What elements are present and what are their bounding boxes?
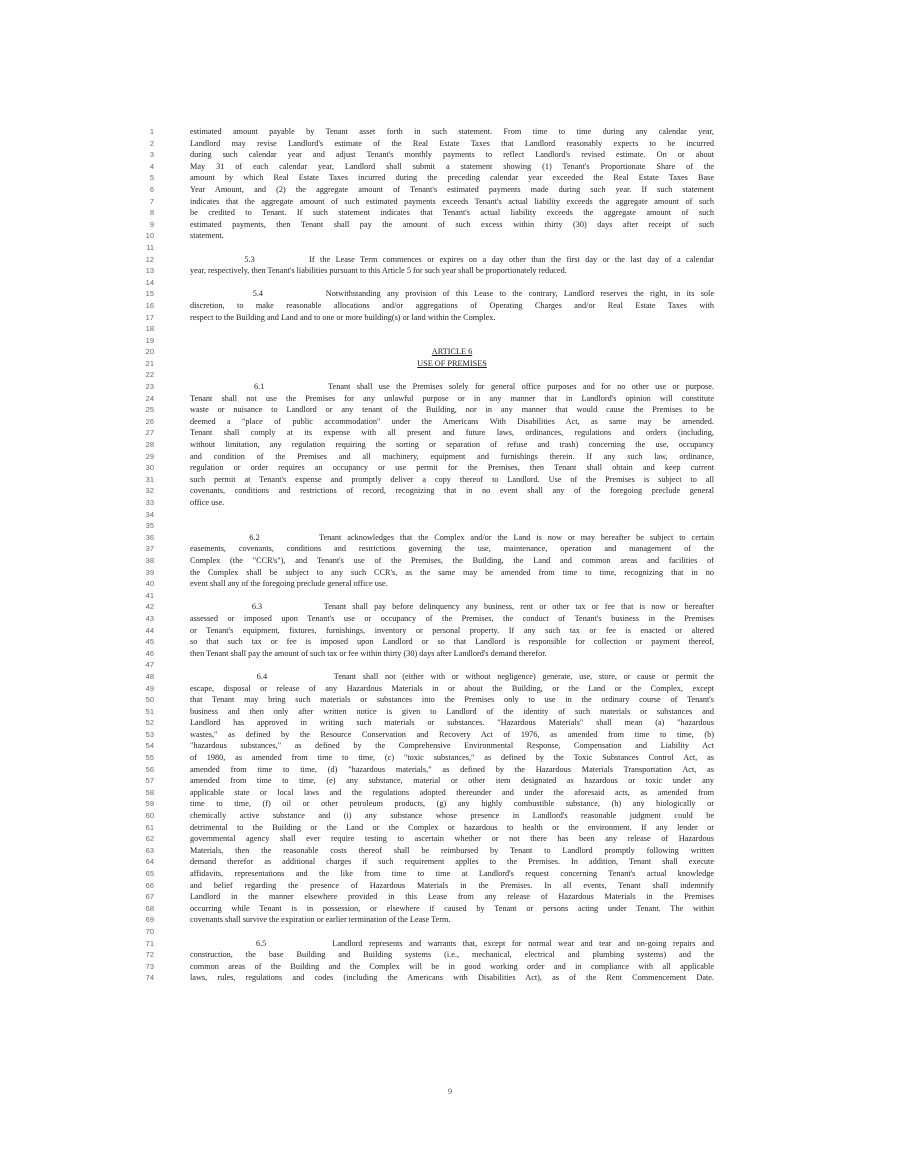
line-number: 16 [145, 300, 154, 310]
line-number: 74 [145, 973, 154, 983]
line-text: Tenant shall comply at its expense with all present and future laws, ordinances, regulations and orders (including, [190, 428, 714, 438]
line-number: 9 [149, 219, 154, 229]
line-text: regulation or order requires an occupancy or use permit for the Premises, then Tenant shall obtain and keep current [190, 463, 714, 473]
document-line [145, 787, 714, 799]
line-number: 18 [145, 324, 154, 334]
line-number: 22 [145, 370, 154, 380]
line-number: 61 [145, 822, 154, 832]
document-line [145, 451, 714, 463]
document-line [145, 648, 714, 660]
document-line [149, 184, 714, 196]
line-number: 33 [145, 498, 154, 507]
document-line [145, 567, 714, 579]
line-text: indicates that the aggregate amount of such estimated payments exceeds Tenant's actual liability exceeds the aggregate amount of such [190, 196, 714, 206]
line-text: affidavits, representations and the like from time to time at Landlord's request concerning Tenant's actual knowledge [190, 869, 714, 878]
line-text: discretion, to make reasonable allocations and/or aggregations of Operating Charges and/or Real Estate Taxes with [190, 300, 714, 310]
document-line [145, 300, 714, 312]
line-text: be credited to Tenant. If such statement indicates that Tenant's actual liability exceeds the aggregate amount of such [190, 208, 714, 218]
line-number: 48 [145, 671, 154, 681]
line-text: such permit at Tenant's expense and promptly deliver a copy thereof to Landlord. Use of the Premises is subject to all [190, 474, 714, 484]
line-text: detrimental to the Building or the Land or the Complex or hazardous to health or the environment. If any lender or [190, 822, 714, 832]
document-line [145, 671, 714, 683]
document-line [145, 509, 714, 521]
line-text: amount by which Real Estate Taxes incurred during the preceding calendar year exceeded the Real Estate Taxes Base [190, 173, 714, 183]
line-text: without limitation, any regulation requiring the sorting or separation of refuse and trash) concerning the use, occupancy [190, 440, 714, 450]
line-number: 58 [145, 787, 154, 797]
document-line [145, 543, 714, 555]
document-line [145, 938, 714, 950]
article-heading: ARTICLE 6 [431, 347, 473, 357]
line-text: laws, rules, regulations and codes (including the Americans with Disabilities Act), as of the Rent Commencement Date. [190, 973, 714, 983]
line-text: assessed or imposed upon Tenant's use or occupancy of the Premises, the conduct of Tenant's business in the Premises [190, 613, 714, 623]
line-number: 71 [145, 938, 154, 948]
line-number: 54 [145, 741, 154, 751]
line-number: 55 [145, 753, 154, 763]
line-text: Materials, then the reasonable costs thereof shall be reimbursed by Tenant to Landlord promptly following written [190, 845, 714, 855]
line-number: 49 [145, 683, 154, 693]
line-number: 15 [145, 289, 154, 299]
line-text: wastes," as defined by the Resource Conservation and Recovery Act of 1976, as amended from time to time, (b) [190, 729, 714, 739]
line-number: 29 [145, 451, 154, 461]
line-number: 39 [145, 567, 154, 577]
line-number: 25 [145, 405, 154, 415]
document-line [149, 196, 714, 208]
document-line [145, 694, 714, 706]
line-number: 56 [145, 764, 154, 774]
line-number: 34 [145, 509, 154, 519]
line-text: so that such tax or fee is imposed upon Landlord or so that Landlord is responsible for collection or payment thereof, [190, 637, 714, 647]
line-number: 52 [145, 718, 154, 728]
line-number: 10 [145, 231, 154, 241]
document-line [145, 555, 714, 567]
line-text: respect to the Building and Land and to one or more building(s) or land within the Complex. [190, 312, 496, 322]
line-text: that Tenant may bring such materials or substances into the Premises only to use in the ordinary course of Tenant's [190, 695, 714, 705]
line-text: during such calendar year and adjust Tenant's monthly payments to reflect Landlord's revised estimate. On or about [190, 150, 714, 160]
document-line [145, 903, 714, 915]
document-line [145, 717, 714, 729]
document-line [145, 636, 714, 648]
document-line [145, 265, 714, 277]
line-number: 53 [145, 729, 154, 739]
document-line [145, 961, 714, 973]
document-line [145, 729, 714, 741]
document-line [145, 625, 714, 637]
line-number: 31 [145, 474, 154, 484]
line-number: 42 [145, 602, 154, 612]
document-line [145, 914, 714, 926]
line-text: estimated payments, then Tenant shall pay the amount of such excess within thirty (30) days after receipt of such [190, 219, 714, 229]
line-number: 20 [145, 347, 154, 357]
line-text: Landlord has approved in writing such materials or substances. "Hazardous Materials" shall mean (a) "hazardous [190, 718, 714, 728]
document-line [145, 312, 714, 324]
line-number: 30 [145, 463, 154, 473]
line-number: 40 [145, 579, 154, 589]
line-text: demand therefor as additional charges if such requirement applies to the Premises. In addition, Tenant shall execute [190, 857, 714, 867]
document-line [145, 230, 714, 242]
line-text: deemed a "place of public accommodation" under the Americans With Disabilities Act, as same may be amended. [190, 416, 714, 426]
document-line [145, 613, 714, 625]
line-number: 57 [145, 776, 154, 786]
document-line [145, 868, 714, 880]
line-text: covenants shall survive the expiration or earlier termination of the Lease Term. [190, 915, 451, 925]
line-number: 44 [145, 625, 154, 635]
line-text: covenants, conditions and restrictions of record, recognizing that in no event shall any of the foregoing preclude general [190, 486, 714, 496]
document-line [145, 369, 714, 381]
line-number: 72 [145, 950, 154, 960]
line-number: 41 [145, 590, 154, 600]
line-number: 47 [145, 660, 154, 670]
line-text: and belief regarding the presence of Hazardous Materials in the Premises. In all events, Tenant shall indemnify [190, 880, 714, 890]
line-text: easements, covenants, conditions and restrictions governing the use, maintenance, operation and management of the [190, 544, 714, 554]
document-line [145, 845, 714, 857]
line-number: 19 [145, 335, 154, 345]
document-line [149, 207, 714, 219]
line-number: 8 [149, 208, 154, 218]
line-text: then Tenant shall pay the amount of such tax or fee within thirty (30) days after Landlord's demand therefor. [190, 648, 547, 658]
line-text: 6.1 Tenant shall use the Premises solely for general office purposes and for no other use or purpose. [190, 382, 714, 392]
line-number: 38 [145, 555, 154, 565]
line-text: escape, disposal or release of any Hazardous Materials in or about the Building, or the Land or the Complex, except [190, 683, 714, 693]
line-number: 28 [145, 440, 154, 450]
document-line [145, 288, 714, 300]
line-number: 13 [145, 266, 154, 276]
line-text: 6.4 Tenant shall not (either with or without negligence) generate, use, store, or cause or permit the [190, 671, 714, 681]
line-number: 23 [145, 382, 154, 392]
document-line [145, 346, 714, 358]
document-line [145, 856, 714, 868]
document-line [149, 126, 714, 138]
line-text: 5.3 If the Lease Term commences or expires on a day other than the first day or the last day of a calendar [190, 254, 714, 264]
line-text: business and then only after written notice is given to Landlord of the identity of such materials or substances and [190, 706, 714, 716]
line-text: "hazardous substances," as defined by the Comprehensive Environmental Response, Compensation and Liability Act [190, 741, 714, 751]
line-number: 21 [145, 358, 154, 368]
line-number: 36 [145, 532, 154, 542]
document-line [145, 335, 714, 347]
line-text: amended from time to time, (d) "hazardous materials," as defined by the Hazardous Materials Transportation Act, as [190, 764, 714, 774]
document-line [145, 926, 714, 938]
document-line [145, 775, 714, 787]
line-text: event shall any of the foregoing preclude general office use. [190, 579, 388, 589]
document-line [145, 578, 714, 590]
line-text: 5.4 Notwithstanding any provision of this Lease to the contrary, Landlord reserves the right, in its sole [190, 289, 714, 299]
document-line [145, 764, 714, 776]
line-text: Landlord may revise Landlord's estimate of the Real Estate Taxes that Landlord reasonably expects to be incurred [190, 138, 714, 148]
line-number: 5 [149, 173, 154, 183]
line-number: 7 [149, 196, 154, 206]
line-number: 45 [145, 637, 154, 647]
line-text: Complex (the "CCR's"), and Tenant's use of the Premises, the Building, the Land and common areas and facilities of [190, 555, 714, 565]
line-text: governmental agency shall ever require testing to ascertain whether or not there has been any release of Hazardous [190, 834, 714, 844]
line-text: applicable state or local laws and the regulations adopted thereunder and under the aforesaid acts, as amended from [190, 787, 714, 797]
document-line [145, 439, 714, 451]
line-number: 3 [149, 150, 154, 160]
line-text: common areas of the Building and the Complex will be in good working order and in compliance with all applicable [190, 961, 714, 971]
line-number: 2 [149, 138, 154, 148]
line-text: Landlord in the manner elsewhere provided in this Lease from any release of Hazardous Materials in the Premises [190, 892, 714, 902]
line-number: 67 [145, 892, 154, 902]
line-text: construction, the base Building and Building systems (i.e., mechanical, electrical and plumbing systems) and the [190, 950, 714, 960]
document-line [145, 427, 714, 439]
document-line [145, 798, 714, 810]
line-number: 17 [145, 312, 154, 322]
document-line [145, 474, 714, 486]
document-line [145, 833, 714, 845]
document-body [145, 126, 714, 984]
document-line [145, 706, 714, 718]
line-number: 1 [149, 127, 154, 136]
document-line [145, 497, 714, 509]
document-line [145, 393, 714, 405]
document-line [145, 404, 714, 416]
document-line [146, 242, 714, 254]
line-number: 64 [145, 857, 154, 867]
line-number: 43 [145, 613, 154, 623]
document-line [145, 358, 714, 370]
line-number: 14 [145, 277, 154, 287]
line-text: chemically active substance and (i) any substance whose presence in Landlord's reasonable judgment could be [190, 811, 714, 821]
line-number: 66 [145, 880, 154, 890]
line-text: Tenant shall not use the Premises for any unlawful purpose or in any manner that in Landlord's opinion will constitute [190, 393, 714, 403]
document-line [145, 462, 714, 474]
document-line [145, 659, 714, 671]
document-line [145, 532, 714, 544]
line-number: 70 [145, 926, 154, 936]
line-text: occurring while Tenant is in possession, or elsewhere if caused by Tenant or persons acting under Tenant. The within [190, 903, 714, 913]
line-number: 35 [145, 521, 154, 531]
line-text: Year Amount, and (2) the aggregate amount of Tenant's estimated payments made during such year. If such statement [190, 184, 714, 194]
document-line [145, 381, 714, 393]
document-line [145, 277, 714, 289]
document-line [145, 880, 714, 892]
line-text: the Complex shall be subject to any such CCR's, as the same may be amended from time to time, recognizing that in no [190, 567, 714, 577]
document-line [145, 822, 714, 834]
article-heading: USE OF PREMISES [417, 358, 487, 368]
line-text: of 1980, as amended from time to time, (c) "toxic substances," as defined by the Toxic Substances Control Act, as [190, 753, 714, 763]
document-line [145, 752, 714, 764]
line-number: 24 [145, 393, 154, 403]
line-number: 73 [145, 961, 154, 971]
document-line [145, 520, 714, 532]
line-number: 63 [145, 845, 154, 855]
line-number: 69 [145, 915, 154, 925]
line-number: 12 [145, 254, 154, 264]
document-line [145, 891, 714, 903]
line-text: estimated amount payable by Tenant asset forth in such statement. From time to time during any calendar year, [190, 127, 714, 136]
line-number: 32 [145, 486, 154, 496]
line-number: 51 [145, 706, 154, 716]
line-number: 6 [149, 184, 154, 194]
line-number: 11 [146, 242, 154, 252]
line-text: 6.2 Tenant acknowledges that the Complex and/or the Land is now or may hereafter be subject to certain [190, 532, 714, 542]
document-line [145, 810, 714, 822]
document-line [145, 323, 714, 335]
line-number: 37 [145, 544, 154, 554]
document-line [149, 149, 714, 161]
line-number: 46 [145, 648, 154, 658]
line-number: 59 [145, 799, 154, 809]
line-text: or Tenant's equipment, fixtures, furnishings, inventory or personal property. If any such tax or fee is enacted or altered [190, 625, 714, 635]
document-line [145, 683, 714, 695]
document-line [149, 219, 714, 231]
line-number: 60 [145, 811, 154, 821]
line-text: statement. [190, 231, 224, 241]
document-line [145, 416, 714, 428]
document-line [145, 949, 714, 961]
document-line [145, 590, 714, 602]
line-text: May 31 of each calendar year, Landlord shall submit a statement showing (1) Tenant's Proportionate Share of the [190, 161, 714, 171]
document-line [149, 161, 714, 173]
line-number: 65 [145, 869, 154, 878]
line-number: 62 [145, 834, 154, 844]
document-line [149, 172, 714, 184]
document-line [145, 601, 714, 613]
document-line [145, 740, 714, 752]
line-text: waste or nuisance to Landlord or any tenant of the Building, nor in any manner that would cause the Premises to be [190, 405, 714, 415]
line-number: 26 [145, 416, 154, 426]
line-text: amended from time to time, (e) any substance, material or other item designated as hazardous or toxic under any [190, 776, 714, 786]
line-number: 50 [145, 695, 154, 705]
document-line [145, 972, 714, 984]
line-number: 68 [145, 903, 154, 913]
document-line [145, 254, 714, 266]
line-text: 6.5 Landlord represents and warrants that, except for normal wear and tear and on-going repairs and [190, 938, 714, 948]
line-text: office use. [190, 498, 225, 507]
line-number: 4 [149, 161, 154, 171]
line-text: time to time, (f) oil or other petroleum products, (g) any highly combustible substance, (h) any biologically or [190, 799, 714, 809]
line-number: 27 [145, 428, 154, 438]
document-line [145, 485, 714, 497]
line-text: and condition of the Premises and all machinery, equipment and furnishings therein. If any such law, ordinance, [190, 451, 714, 461]
line-text: year, respectively, then Tenant's liabilities pursuant to this Article 5 for such year shall be proportionately reduced. [190, 266, 567, 276]
line-text: 6.3 Tenant shall pay before delinquency any business, rent or other tax or fee that is now or hereafter [190, 602, 714, 612]
page-number: 9 [447, 1086, 453, 1096]
document-line [149, 138, 714, 150]
